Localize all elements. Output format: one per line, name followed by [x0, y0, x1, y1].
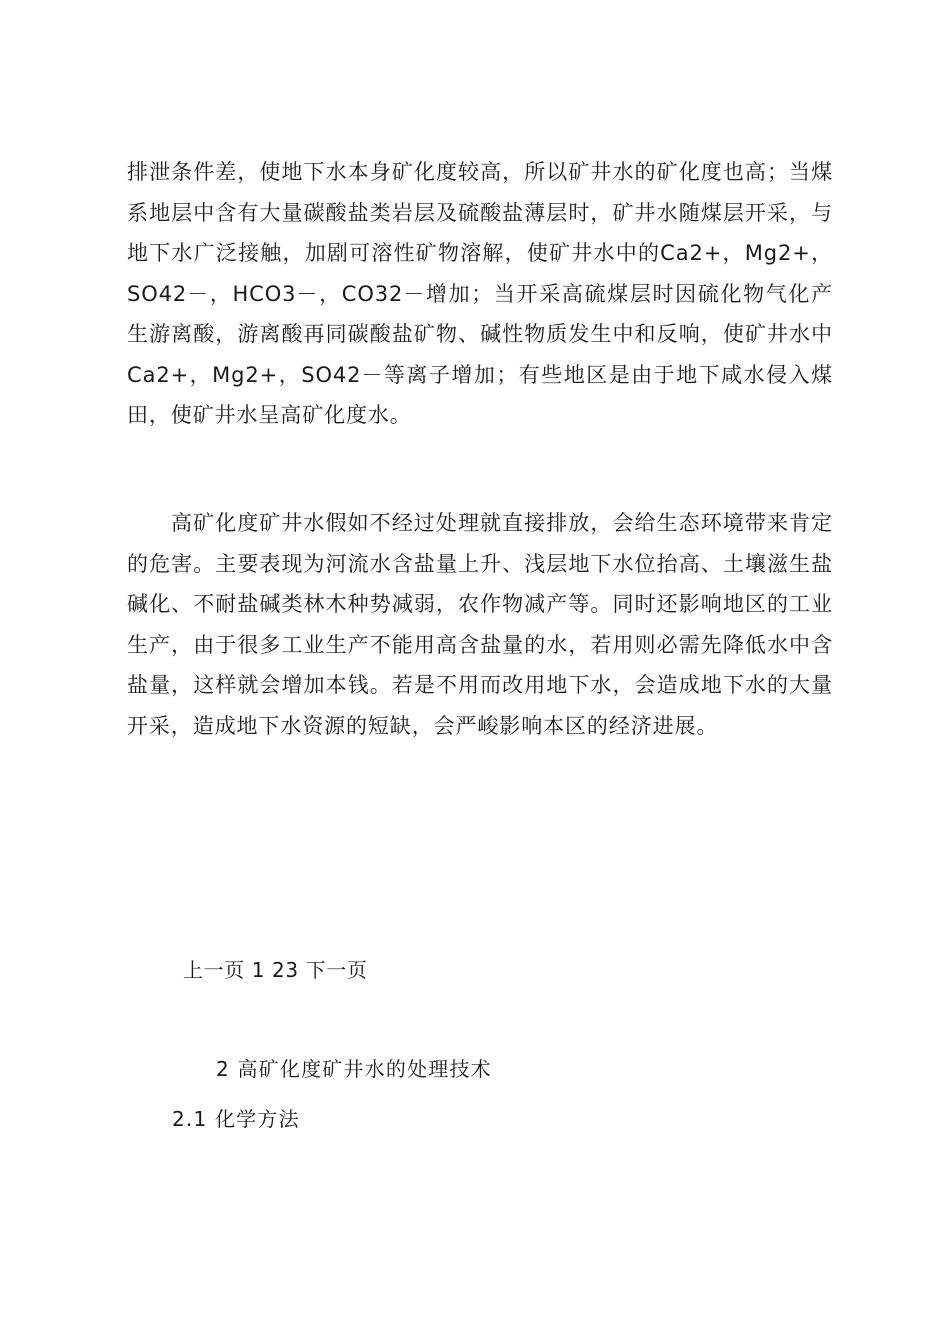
subsection-heading: 2.1 化学方法: [172, 1107, 300, 1131]
body-paragraph: 排泄条件差，使地下水本身矿化度较高，所以矿井水的矿化度也高；当煤系地层中含有大量碳酸盐类岩层及硫酸盐薄层时，矿井水随煤层开采，与地下水广泛接触，加剧可溶性矿物溶解，使矿井水中的Ca2+，Mg2+，SO42－，HCO3－，CO32－增加；当开采高硫煤层时因硫化物气化产生游离酸，游离酸再同碳酸盐矿物、碱性物质发生中和反响，使矿井水中Ca2+，Mg2+，SO42－等离子增加；有些地区是由于地下咸水侵入煤田，使矿井水呈高矿化度水。: [127, 160, 833, 427]
body-paragraph: 高矿化度矿井水假如不经过处理就直接排放，会给生态环境带来肯定的危害。主要表现为河流水含盐量上升、浅层地下水位抬高、土壤滋生盐碱化、不耐盐碱类林木种势减弱，农作物减产等。同时还影响地区的工业生产，由于很多工业生产不能用高含盐量的水，若用则必需先降低水中含盐量，这样就会增加本钱。若是不用而改用地下水，会造成地下水的大量开采，造成地下水资源的短缺，会严峻影响本区的经济进展。: [127, 511, 833, 738]
section-heading: 2 高矿化度矿井水的处理技术: [216, 1057, 492, 1081]
pagination-text: 上一页 1 23 下一页: [183, 958, 368, 982]
